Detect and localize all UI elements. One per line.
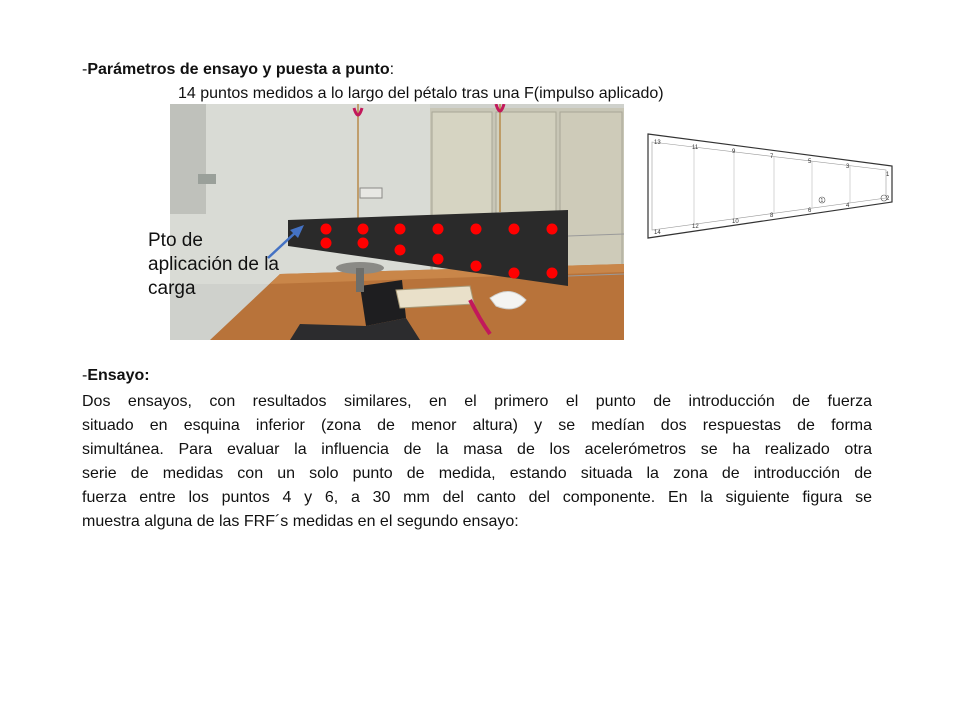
diagram-label-bottom-2: 2 — [886, 196, 890, 202]
marker-1 — [547, 224, 558, 235]
diagram-impact-mark: 1 — [820, 198, 824, 204]
measurement-points-caption: 14 puntos medidos a lo largo del pétalo tras una F(impulso aplicado) — [178, 85, 664, 102]
paragraph-line-3: simultánea. Para evaluar la influencia de la masa de los acelerómetros se ha realizado otra — [82, 441, 872, 458]
diagram-label-top-1: 1 — [886, 172, 890, 178]
heading-dash: - — [82, 61, 88, 78]
paragraph-line-1: Dos ensayos, con resultados similares, en el primero el punto de introducción de fuerza — [82, 393, 872, 410]
diagram-label-bottom-8: 8 — [770, 213, 774, 219]
marker-6 — [471, 261, 482, 272]
diagram-label-bottom-14: 14 — [654, 230, 661, 236]
diagram-label-bottom-12: 12 — [692, 224, 699, 230]
diagram-label-bottom-10: 10 — [732, 219, 739, 225]
heading-title: Parámetros de ensayo y puesta a punto — [87, 61, 390, 78]
test-heading-title: Ensayo: — [87, 367, 150, 384]
diagram-label-top-13: 13 — [654, 140, 661, 146]
marker-4 — [509, 268, 520, 279]
paragraph-line-4: serie de medidas con un solo punto de medida, estando situada la zona de introducción de — [82, 465, 872, 482]
section-heading-parameters — [82, 60, 394, 80]
diagram-label-top-7: 7 — [770, 154, 774, 160]
diagram-label-top-9: 9 — [732, 149, 736, 155]
diagram-label-top-3: 3 — [846, 164, 850, 170]
marker-5 — [471, 224, 482, 235]
marker-13 — [321, 224, 332, 235]
marker-14 — [321, 238, 332, 249]
load-point-label-line1: Pto de — [148, 230, 203, 251]
paragraph-line-6: muestra alguna de las FRF´s medidas en el segundo ensayo: — [82, 513, 519, 530]
marker-10 — [395, 245, 406, 256]
marker-12 — [358, 238, 369, 249]
load-point-label — [148, 229, 318, 301]
marker-2 — [547, 268, 558, 279]
test-setup-photo — [170, 104, 624, 340]
diagram-label-bottom-4: 4 — [846, 203, 850, 209]
test-heading-dash: - — [82, 367, 88, 384]
paragraph-line-5: fuerza entre los puntos 4 y 6, a 30 mm del canto del componente. En la siguiente figura se — [82, 489, 872, 506]
paragraph-line-2: situado en esquina inferior (zona de menor altura) y se medían dos respuestas de forma — [82, 417, 872, 434]
heading-colon: : — [389, 61, 395, 78]
test-description-paragraph — [82, 390, 872, 534]
load-point-label-line3: carga — [148, 278, 196, 299]
load-point-label-line2: aplicación de la — [148, 254, 279, 275]
diagram-label-bottom-6: 6 — [808, 208, 812, 214]
marker-11 — [358, 224, 369, 235]
diagram-label-top-11: 11 — [692, 145, 699, 151]
marker-9 — [395, 224, 406, 235]
marker-3 — [509, 224, 520, 235]
marker-7 — [433, 224, 444, 235]
petal-schematic-diagram — [644, 130, 896, 242]
marker-8 — [433, 254, 444, 265]
section-heading-test — [82, 366, 150, 386]
diagram-label-top-5: 5 — [808, 159, 812, 165]
